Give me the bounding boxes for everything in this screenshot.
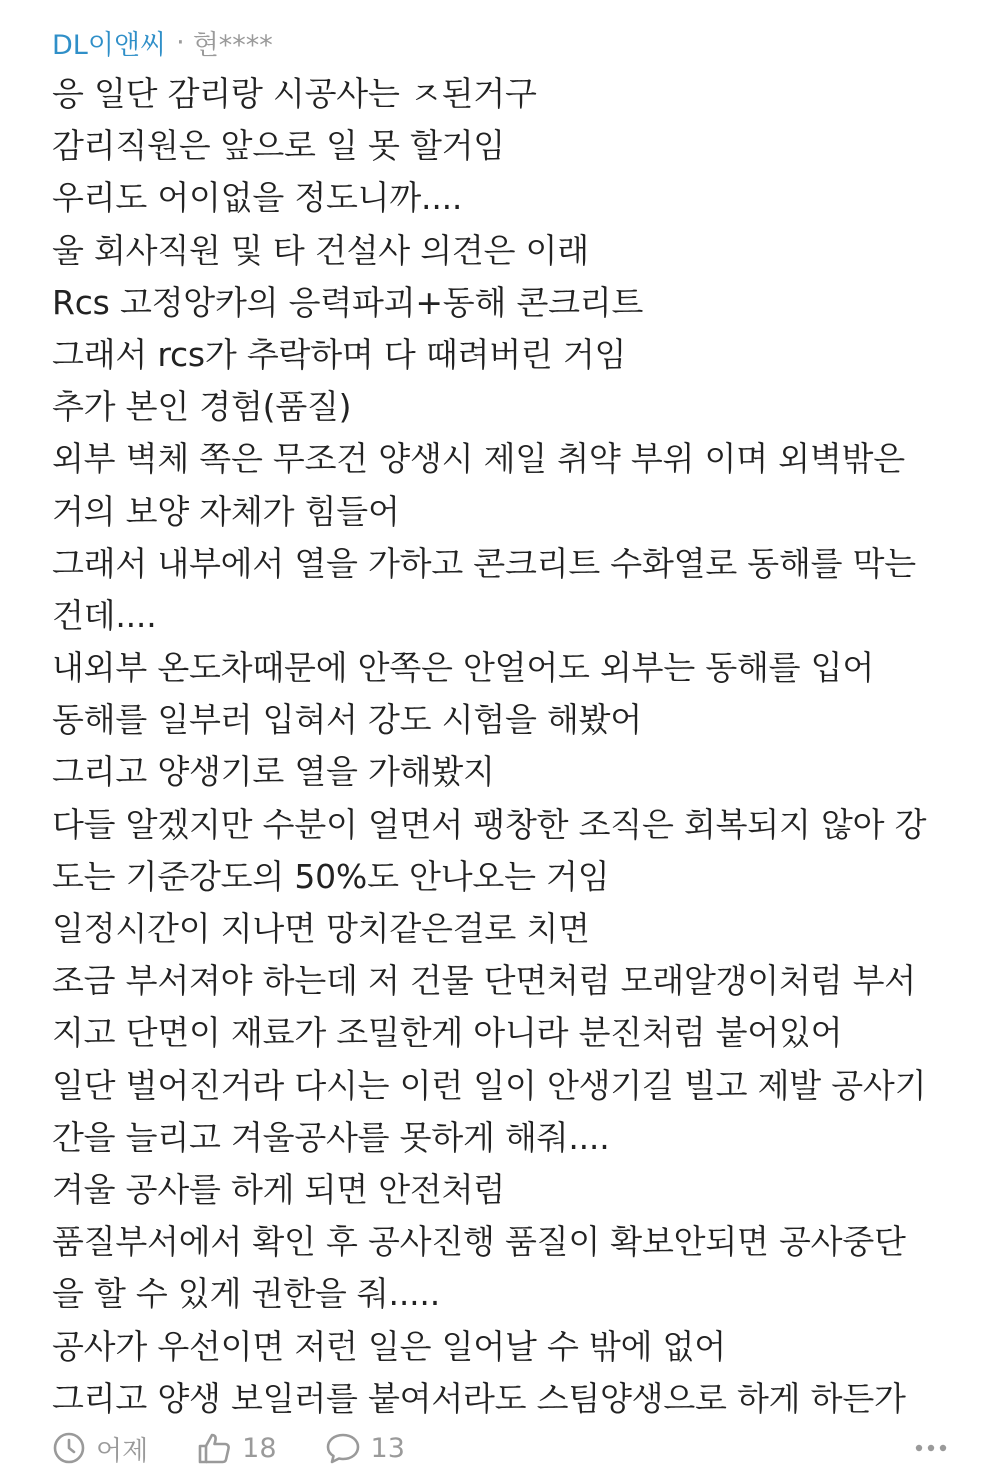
comment-line: 거의 보양 자체가 힘들어 bbox=[52, 491, 400, 531]
comment-line: 다들 알겠지만 수분이 얼면서 팽창한 조직은 회복되지 않아 강 bbox=[52, 804, 927, 844]
comment-line: 우리도 어이없을 정도니까.... bbox=[52, 178, 463, 218]
header-separator: · bbox=[176, 26, 185, 58]
comment-line: 조금 부서져야 하는데 저 건물 단면처럼 모래알갱이처럼 부서 bbox=[52, 961, 916, 1001]
comment-line: 지고 단면이 재료가 조밀한게 아니라 분진처럼 붙어있어 bbox=[52, 1013, 843, 1053]
comment-line: 간을 늘리고 겨울공사를 못하게 해줘.... bbox=[52, 1117, 610, 1157]
comment-line: 품질부서에서 확인 후 공사진행 품질이 확보안되면 공사중단 bbox=[52, 1222, 906, 1262]
comment-line: 추가 본인 경험(품질) bbox=[52, 387, 352, 427]
author-nickname: 현**** bbox=[192, 29, 273, 61]
reply-button[interactable] bbox=[325, 1431, 405, 1465]
like-count: 18 bbox=[242, 1432, 277, 1464]
comment-time bbox=[52, 1429, 148, 1468]
comment-line: 겨울 공사를 하게 되면 안전처럼 bbox=[52, 1169, 505, 1209]
like-button[interactable] bbox=[196, 1431, 276, 1465]
comment-line: 도는 기준강도의 50%도 안나오는 거임 bbox=[52, 856, 610, 896]
comment-line: 그리고 양생 보일러를 붙여서라도 스팀양생으로 하게 하든가 bbox=[52, 1378, 906, 1418]
comment-header bbox=[52, 20, 273, 64]
more-dots-icon bbox=[914, 1443, 948, 1453]
comment-line: 을 할 수 있게 권한을 줘..... bbox=[52, 1274, 440, 1314]
comment-footer bbox=[52, 1420, 948, 1476]
comment-line: 그리고 양생기로 열을 가해봤지 bbox=[52, 752, 495, 792]
comment-time-label: 어제 bbox=[96, 1435, 149, 1467]
comment-line: 울 회사직원 및 타 건설사 의견은 이래 bbox=[52, 230, 589, 270]
clock-icon bbox=[52, 1431, 86, 1465]
comment-line: 그래서 내부에서 열을 가하고 콘크리트 수화열로 동해를 막는 bbox=[52, 543, 916, 583]
comment-line: 일정시간이 지나면 망치같은걸로 치면 bbox=[52, 909, 590, 948]
comment-line: 그래서 rcs가 추락하며 다 때려버린 거임 bbox=[52, 334, 627, 374]
speech-bubble-icon bbox=[325, 1431, 361, 1465]
comment-line: 외부 벽체 쪽은 무조건 양생시 제일 취약 부위 이며 외벽밖은 bbox=[52, 439, 905, 479]
comment-body bbox=[52, 68, 972, 1425]
comment-line: 일단 벌어진거라 다시는 이런 일이 안생기길 빌고 제발 공사기 bbox=[52, 1065, 927, 1105]
comment-line: 응 일단 감리랑 시공사는 ㅈ된거구 bbox=[52, 74, 537, 113]
comment-line: 내외부 온도차때문에 안쪽은 안얼어도 외부는 동해를 입어 bbox=[52, 648, 875, 688]
comment-line: 감리직원은 앞으로 일 못 할거임 bbox=[52, 126, 505, 166]
thumbs-up-icon bbox=[196, 1431, 232, 1465]
comment-line: 건데.... bbox=[52, 595, 157, 635]
reply-count: 13 bbox=[370, 1432, 405, 1464]
comment-line: 공사가 우선이면 저런 일은 일어날 수 밖에 없어 bbox=[52, 1326, 726, 1366]
more-options-button[interactable] bbox=[914, 1443, 948, 1453]
author-name[interactable]: DL이앤씨 bbox=[52, 29, 167, 61]
comment-line: Rcs 고정앙카의 응력파괴+동해 콘크리트 bbox=[52, 282, 644, 322]
comment-line: 동해를 일부러 입혀서 강도 시험을 해봤어 bbox=[52, 700, 642, 740]
